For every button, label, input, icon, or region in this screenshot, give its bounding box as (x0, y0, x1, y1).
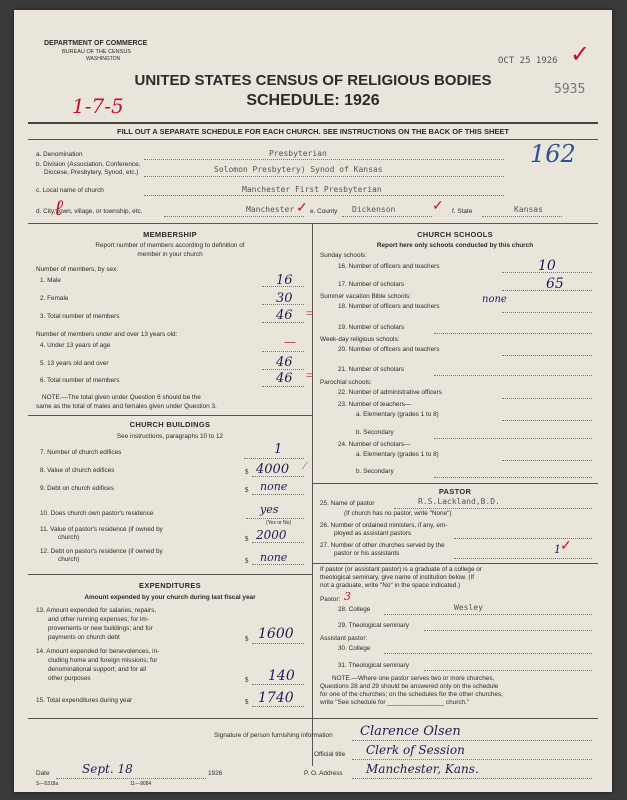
exp-14-value: 140 (268, 668, 295, 684)
exp-15-label: 15. Total expenditures during year (36, 697, 133, 704)
official-title-value: Clerk of Session (366, 743, 465, 757)
weekday-scholars-label: 21. Number of scholars (338, 366, 405, 373)
assistant-pastor-subheading: Assistant pastor: (320, 635, 368, 642)
graduate-instructions-3: not a graduate, write "No" in the space indicated.) (320, 582, 461, 589)
dollar-sign: $ (245, 676, 249, 684)
division-label-2: Diocese, Presbytery, Synod, etc.) (44, 169, 139, 176)
yes-no-hint: (Yes or No) (266, 520, 292, 526)
denomination-value: Presbyterian (269, 149, 327, 158)
vacation-scholars-label: 19. Number of scholars (338, 324, 405, 331)
division-value: Solomon Presbytery) Synod of Kansas (214, 165, 383, 174)
residence-debt-label: 12. Debt on pastor's residence (if owned by (40, 548, 163, 555)
pastor-note-3: for one of the churches; on the schedules for the other churches, (320, 691, 503, 698)
pastor-college-value: Wesley (454, 603, 483, 612)
exp-14-line-1: 14. Amount expended for benevolences, in- (36, 648, 160, 655)
graduate-instructions-2: theological seminary, give name of institution below. (If (320, 574, 475, 581)
vacation-officers-label: 18. Number of officers and teachers (338, 303, 440, 310)
schools-heading: CHURCH SCHOOLS (417, 230, 493, 239)
membership-heading: MEMBERSHIP (143, 230, 197, 239)
scholars-elementary-label: a. Elementary (grades 1 to 8) (356, 451, 439, 458)
denomination-label: a. Denomination (36, 151, 83, 158)
print-number: 11—9084 (130, 781, 152, 787)
date-value: Sept. 18 (82, 762, 133, 776)
graduate-instructions-1: If pastor (or assistant pastor) is a graduate of a college or (320, 566, 482, 573)
check-mark-icon: ✓ (560, 539, 572, 554)
edifices-debt-label: 9. Debt on church edifices (40, 485, 114, 492)
weekday-schools-label: Week-day religious schools: (320, 336, 400, 343)
membership-note-1: Report number of members according to definition of (95, 242, 245, 249)
sunday-scholars-value: 65 (546, 276, 564, 292)
under-13-label: 4. Under 13 years of age (40, 342, 111, 349)
exp-13-line-1: 13. Amount expended for salaries, repairs, (36, 607, 157, 614)
local-name-value: Manchester First Presbyterian (242, 185, 382, 194)
parochial-schools-label: Parochial schools: (320, 379, 372, 386)
signature-label: Signature of person furnishing information (214, 732, 333, 739)
male-label: 1. Male (40, 277, 61, 284)
date-label: Date (36, 770, 50, 777)
pastor-heading: PASTOR (438, 487, 472, 496)
instruction-banner: FILL OUT A SEPARATE SCHEDULE FOR EACH CHURCH. SEE INSTRUCTIONS ON THE BACK OF THIS SHEET (117, 127, 509, 136)
vacation-schools-label: Summer vacation Bible schools: (320, 293, 411, 300)
residence-value-label-2: church) (58, 534, 80, 541)
edifices-value-label: 8. Value of church edifices (40, 467, 115, 474)
exp-15-value: 1740 (258, 690, 294, 706)
division-label: b. Division (Association, Conference, (36, 161, 141, 168)
female-value: 30 (276, 291, 293, 306)
red-annotation: 1-7-5 (72, 94, 124, 118)
county-value: Dickenson (352, 205, 396, 214)
assistant-seminary-label: 31. Theological seminary (338, 662, 409, 669)
blue-annotation: 162 (530, 140, 576, 168)
assistant-college-label: 30. College (338, 645, 371, 652)
residence-value-value: 2000 (256, 528, 287, 542)
check-mark-icon: ✓ (296, 201, 308, 216)
members-by-sex-label: Number of members, by sex: (36, 266, 119, 273)
signature-value: Clarence Olsen (360, 724, 461, 739)
other-churches-label-2: pastor or his assistants (334, 550, 400, 557)
over-13-label: 5. 13 years old and over (40, 360, 109, 367)
county-label: e. County (310, 208, 338, 215)
pastor-name-value: R.S.Lackland,B.D. (418, 497, 500, 506)
dollar-sign: $ (245, 635, 249, 643)
sunday-scholars-label: 17. Number of scholars (338, 281, 405, 288)
pastor-seminary-label: 29. Theological seminary (338, 622, 409, 629)
scholars-secondary-label: b. Secondary (356, 468, 394, 475)
local-name-label: c. Local name of church (36, 187, 104, 194)
total-members-label: 3. Total number of members (40, 313, 120, 320)
residence-debt-value: none (260, 551, 288, 564)
expenditures-subheading: Amount expended by your church during last fiscal year (84, 594, 256, 601)
dollar-sign: $ (245, 486, 249, 494)
pastor-none-hint: (If church has no pastor, write "None") (344, 510, 452, 517)
residence-value-label: 11. Value of pastor's residence (if owned by (40, 526, 163, 533)
pastor-red-mark: 3 (344, 590, 351, 603)
ordained-ministers-label-2: ployed as assistant pastors (334, 530, 412, 537)
official-title-label: Official title (314, 751, 346, 758)
form-number: S—5318a (36, 781, 59, 787)
edifices-value-value: 4000 (256, 462, 290, 477)
total-members-6-label: 6. Total number of members (40, 377, 120, 384)
total-members-6-value: 46 (276, 371, 293, 386)
dollar-sign: $ (245, 557, 249, 565)
exp-14-line-4: other purposes (48, 675, 91, 682)
census-schedule-form (14, 10, 612, 792)
edifices-count-value: 1 (274, 442, 283, 457)
dollar-sign: $ (245, 535, 249, 543)
edifices-count-label: 7. Number of church edifices (40, 449, 122, 456)
received-stamp: OCT 25 1926 (498, 56, 558, 66)
exp-13-value: 1600 (258, 626, 294, 642)
ordained-ministers-label: 26. Number of ordained ministers, if any, em- (320, 522, 448, 529)
total-members-value: 46 (276, 308, 293, 323)
teachers-elementary-label: a. Elementary (grades 1 to 8) (356, 411, 439, 418)
serial-number: 5935 (554, 82, 586, 97)
residence-debt-label-2: church) (58, 556, 80, 563)
scholars-label: 24. Number of scholars— (338, 441, 411, 448)
bureau-label: BUREAU OF THE CENSUS (62, 49, 131, 55)
po-address-value: Manchester, Kans. (366, 762, 479, 776)
under-over-label: Number of members under and over 13 years old: (36, 331, 178, 338)
form-subtitle: SCHEDULE: 1926 (246, 92, 380, 109)
dollar-sign: $ (245, 468, 249, 476)
check-mark-icon: ✓ (432, 199, 444, 214)
edifices-debt-value: none (260, 480, 288, 493)
red-tick-icon: ∕ (304, 460, 306, 472)
red-tick-icon: = (306, 306, 313, 320)
teachers-secondary-label: b. Secondary (356, 429, 394, 436)
sunday-schools-label: Sunday schools: (320, 252, 367, 259)
dollar-sign: $ (245, 698, 249, 706)
male-value: 16 (276, 273, 293, 288)
pastor-subheading: Pastor: (320, 596, 341, 603)
sunday-officers-value: 10 (538, 258, 556, 274)
pastor-note-4: write "See schedule for ________________ church." (320, 699, 470, 706)
weekday-officers-label: 20. Number of officers and teachers (338, 346, 440, 353)
exp-13-line-3: provements or new buildings; and for (48, 625, 153, 632)
membership-footnote-2: same as the total of males and females given under Question 3. (36, 403, 217, 410)
dept-label: DEPARTMENT OF COMMERCE (44, 40, 148, 47)
owns-residence-value: yes (260, 503, 279, 516)
buildings-heading: CHURCH BUILDINGS (129, 420, 211, 429)
state-label: f. State (452, 208, 473, 215)
city-field-label: d. City, town, village, or township, etc. (36, 208, 143, 215)
over-13-value: 46 (276, 355, 293, 370)
membership-footnote-1: NOTE.—The total given under Question 6 should be the (42, 394, 201, 401)
exp-13-line-2: and other running expenses; for im- (48, 616, 149, 623)
pastor-note-2: Questions 28 and 29 should be answered only on the schedule (320, 683, 499, 690)
exp-14-line-3: denominational support; and for all (48, 666, 147, 673)
form-title: UNITED STATES CENSUS OF RELIGIOUS BODIES (134, 72, 492, 89)
under-13-value: — (284, 335, 296, 349)
membership-note-2: member in your church (137, 251, 203, 258)
sunday-officers-label: 16. Number of officers and teachers (338, 263, 440, 270)
date-year: 1926 (208, 770, 223, 777)
exp-13-line-4: payments on church debt (48, 634, 120, 641)
other-churches-label: 27. Number of other churches served by the (320, 542, 445, 549)
check-mark-icon: ✓ (570, 42, 591, 68)
exp-14-line-2: cluding home and foreign missions; for (48, 657, 158, 664)
female-label: 2. Female (40, 295, 69, 302)
vacation-officers-value: none (482, 294, 507, 305)
pastor-name-label: 25. Name of pastor (320, 500, 375, 507)
city-label: WASHINGTON (86, 56, 121, 62)
expenditures-heading: EXPENDITURES (139, 581, 201, 590)
buildings-subheading: See instructions, paragraphs 10 to 12 (116, 433, 224, 440)
schools-subheading: Report here only schools conducted by this church (376, 242, 534, 249)
admin-officers-label: 22. Number of administrative officers (338, 389, 442, 396)
owns-residence-label: 10. Does church own pastor's residence (40, 510, 154, 517)
state-value: Kansas (514, 205, 543, 214)
city-field-value: Manchester (246, 205, 295, 214)
pastor-college-label: 28. College (338, 606, 371, 613)
other-churches-value: 1 (554, 543, 561, 556)
red-tick-icon: = (306, 368, 313, 382)
po-address-label: P. O. Address (304, 770, 343, 777)
red-margin-mark: ℓ (54, 195, 64, 220)
pastor-note-1: NOTE.—Where one pastor serves two or more churches, (332, 675, 495, 682)
teachers-label: 23. Number of teachers— (338, 401, 412, 408)
